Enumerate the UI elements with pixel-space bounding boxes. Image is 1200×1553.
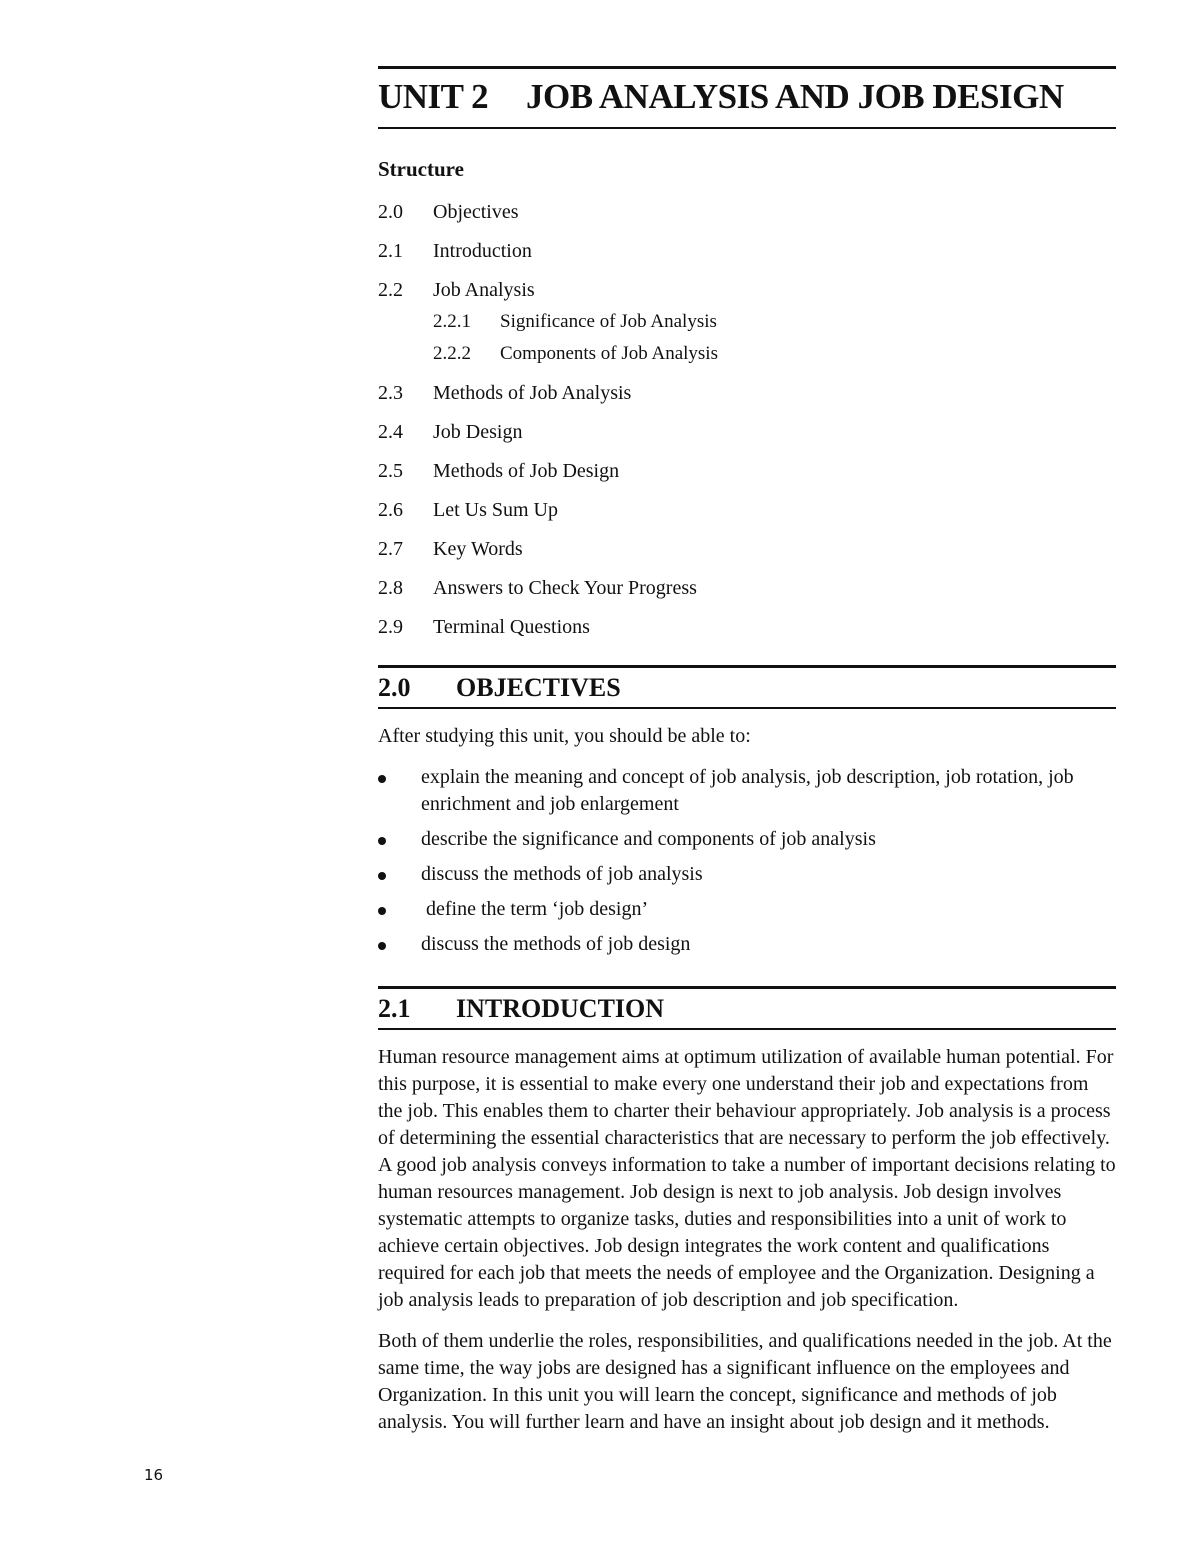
toc-subitem [433,310,1116,334]
list-item-text: explain the meaning and concept of job analysis, job description, job rotation, job enrichment and job enlargement [421,766,1074,815]
objectives-list [378,764,1116,958]
introduction-paragraph: Human resource management aims at optimum utilization of available human potential. For this purpose, it is essential to make every one understand their job and expectations from the job. This enables them to charter their behaviour appropriately. Job analysis is a process of determining the essential characteristics that are necessary to perform the job effectively. A good job analysis conveys information to take a number of important decisions relating to human resources management. Job design is next to job analysis. Job design involves systematic attempts to organize tasks, duties and responsibilities into a unit of work to achieve certain objectives. Job design integrates the work content and qualifications required for each job that meets the needs of employee and the Organization. Designing a job analysis leads to preparation of job description and job specification. [378,1046,1116,1311]
page-content [378,66,1116,1436]
list-item-text: discuss the methods of job design [421,933,691,955]
bullet-icon [378,837,386,845]
unit-title [378,66,1116,129]
toc-item [378,238,1116,264]
toc-number: 2.5 [378,460,403,482]
section-number: 2.1 [378,994,411,1023]
toc-item [378,380,1116,406]
toc-subitem [433,342,1116,366]
toc-number: 2.1 [378,240,403,262]
list-item [378,931,1116,958]
toc-label: Job Design [433,421,523,443]
toc-label: Key Words [433,538,523,560]
objectives-heading [378,665,1116,709]
list-item [378,861,1116,888]
toc-label: Let Us Sum Up [433,499,558,521]
toc-number: 2.2 [378,279,403,301]
toc-label: Objectives [433,201,519,223]
introduction-paragraph: Both of them underlie the roles, responsibilities, and qualifications needed in the job. At the same time, the way jobs are designed has a significant influence on the employees and Organization. In this unit you will learn the concept, significance and methods of job analysis. You will further learn and have an insight about job design and it methods. [378,1330,1112,1433]
toc-label: Job Analysis [433,279,535,301]
toc-item [378,497,1116,523]
toc-label: Introduction [433,240,532,262]
bullet-icon [378,872,386,880]
toc-number: 2.3 [378,382,403,404]
bullet-icon [378,942,386,950]
list-item-text: discuss the methods of job analysis [421,863,703,885]
list-item [378,826,1116,853]
section-number: 2.0 [378,673,411,702]
toc-number: 2.2.1 [433,311,471,332]
list-item-text: describe the significance and components of job analysis [421,828,876,850]
toc-item [378,575,1116,601]
toc-item [378,458,1116,484]
toc-item [378,614,1116,640]
toc-number: 2.0 [378,201,403,223]
structure-heading: Structure [378,157,464,181]
toc-item [378,199,1116,225]
toc-label: Answers to Check Your Progress [433,577,697,599]
toc-number: 2.8 [378,577,403,599]
toc-item [378,536,1116,562]
table-of-contents [378,199,1116,640]
toc-label: Components of Job Analysis [500,343,718,364]
toc-number: 2.9 [378,616,403,638]
introduction-heading [378,986,1116,1030]
section-title: INTRODUCTION [456,994,665,1023]
bullet-icon [378,907,386,915]
bullet-icon [378,775,386,783]
unit-title-text: JOB ANALYSIS AND JOB DESIGN [526,77,1064,116]
toc-number: 2.4 [378,421,403,443]
list-item [378,896,1116,923]
list-item-text: define the term ‘job design’ [421,898,649,920]
toc-item [378,419,1116,445]
list-item [378,764,1116,818]
unit-number: UNIT 2 [378,77,489,116]
toc-number: 2.6 [378,499,403,521]
toc-label: Significance of Job Analysis [500,311,717,332]
section-title: OBJECTIVES [456,673,621,702]
toc-label: Terminal Questions [433,616,590,638]
toc-number: 2.7 [378,538,403,560]
objectives-lead: After studying this unit, you should be able to: [378,725,751,747]
toc-number: 2.2.2 [433,343,471,364]
toc-label: Methods of Job Analysis [433,382,632,404]
page-number: 16 [144,1466,164,1484]
toc-item [378,277,1116,303]
toc-label: Methods of Job Design [433,460,620,482]
